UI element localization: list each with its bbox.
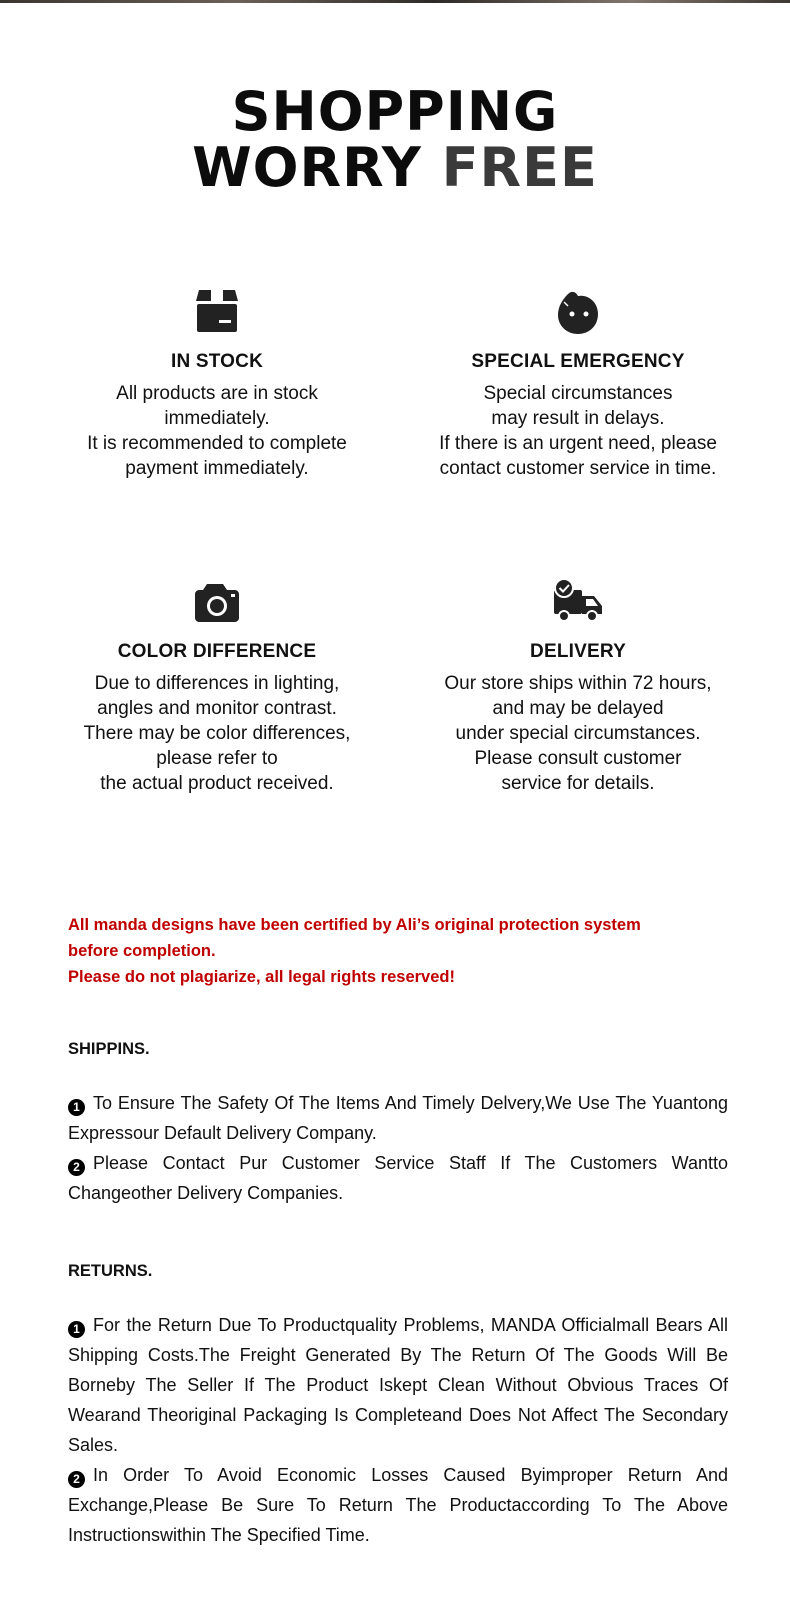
delivery-truck-icon: [550, 578, 606, 626]
feature-description: All products are in stock immediately. It is recommended to complete payment immediately.: [87, 383, 347, 479]
list-item: 2 In Order To Avoid Economic Losses Caused Byimproper Return And Exchange,Please Be Sure To Return The Productaccording To The Above Instructionswithin The Specified Time.: [68, 1465, 728, 1545]
camera-icon: [193, 578, 241, 626]
hero-line-1: SHOPPING: [231, 80, 559, 143]
box-icon: [194, 288, 240, 336]
feature-color-difference: [52, 578, 382, 796]
bullet-number-2: 2: [68, 1159, 85, 1176]
feature-title: SPECIAL EMERGENCY: [471, 351, 685, 372]
hero-word-worry: WORRY: [192, 136, 422, 199]
feature-title: IN STOCK: [170, 351, 264, 372]
bullet-number-1: 1: [68, 1321, 85, 1338]
feature-special-emergency: [413, 288, 743, 481]
hero-word-free: FREE: [441, 136, 598, 199]
emergency-blob-icon: [554, 288, 602, 336]
top-banner-strip: [0, 0, 790, 3]
feature-delivery: [413, 578, 743, 796]
feature-description: Special circumstances may result in delays. If there is an urgent need, please contact customer service in time.: [439, 383, 717, 479]
shipping-section-body: [68, 1088, 728, 1208]
hero-line-2: [0, 136, 790, 199]
list-item: 2 Please Contact Pur Customer Service Staff If The Customers Wantto Changeother Delivery Companies.: [68, 1153, 728, 1203]
feature-title: COLOR DIFFERENCE: [117, 641, 317, 662]
feature-in-stock: [52, 288, 382, 481]
list-item: 1 For the Return Due To Productquality Problems, MANDA Officialmall Bears All Shipping Costs.The Freight Generated By The Return Of The Goods Will Be Borneby The Seller If The Product Iskept Clean Without Obvious Traces Of Wearand Theoriginal Packaging Is Completeand Does Not Affect The Secondary Sales.: [68, 1315, 728, 1455]
feature-description: Our store ships within 72 hours, and may be delayed under special circumstances. Please consult customer service for details.: [444, 673, 712, 794]
feature-title: DELIVERY: [530, 641, 626, 662]
returns-section-body: [68, 1310, 728, 1550]
hero-heading: [0, 80, 790, 199]
feature-description: Due to differences in lighting, angles and monitor contrast. There may be color differences, please refer to the actual product received.: [83, 673, 351, 794]
bullet-number-2: 2: [68, 1471, 85, 1488]
returns-section-title: RETURNS.: [68, 1262, 153, 1280]
bullet-number-1: 1: [68, 1099, 85, 1116]
shipping-section-title: SHIPPINS.: [68, 1040, 150, 1058]
copyright-notice: All manda designs have been certified by Ali’s original protection system before completion. Please do not plagiarize, all legal rights reserved!: [68, 916, 641, 986]
list-item: 1 To Ensure The Safety Of The Items And Timely Delvery,We Use The Yuantong Expressour Default Delivery Company.: [68, 1093, 728, 1143]
